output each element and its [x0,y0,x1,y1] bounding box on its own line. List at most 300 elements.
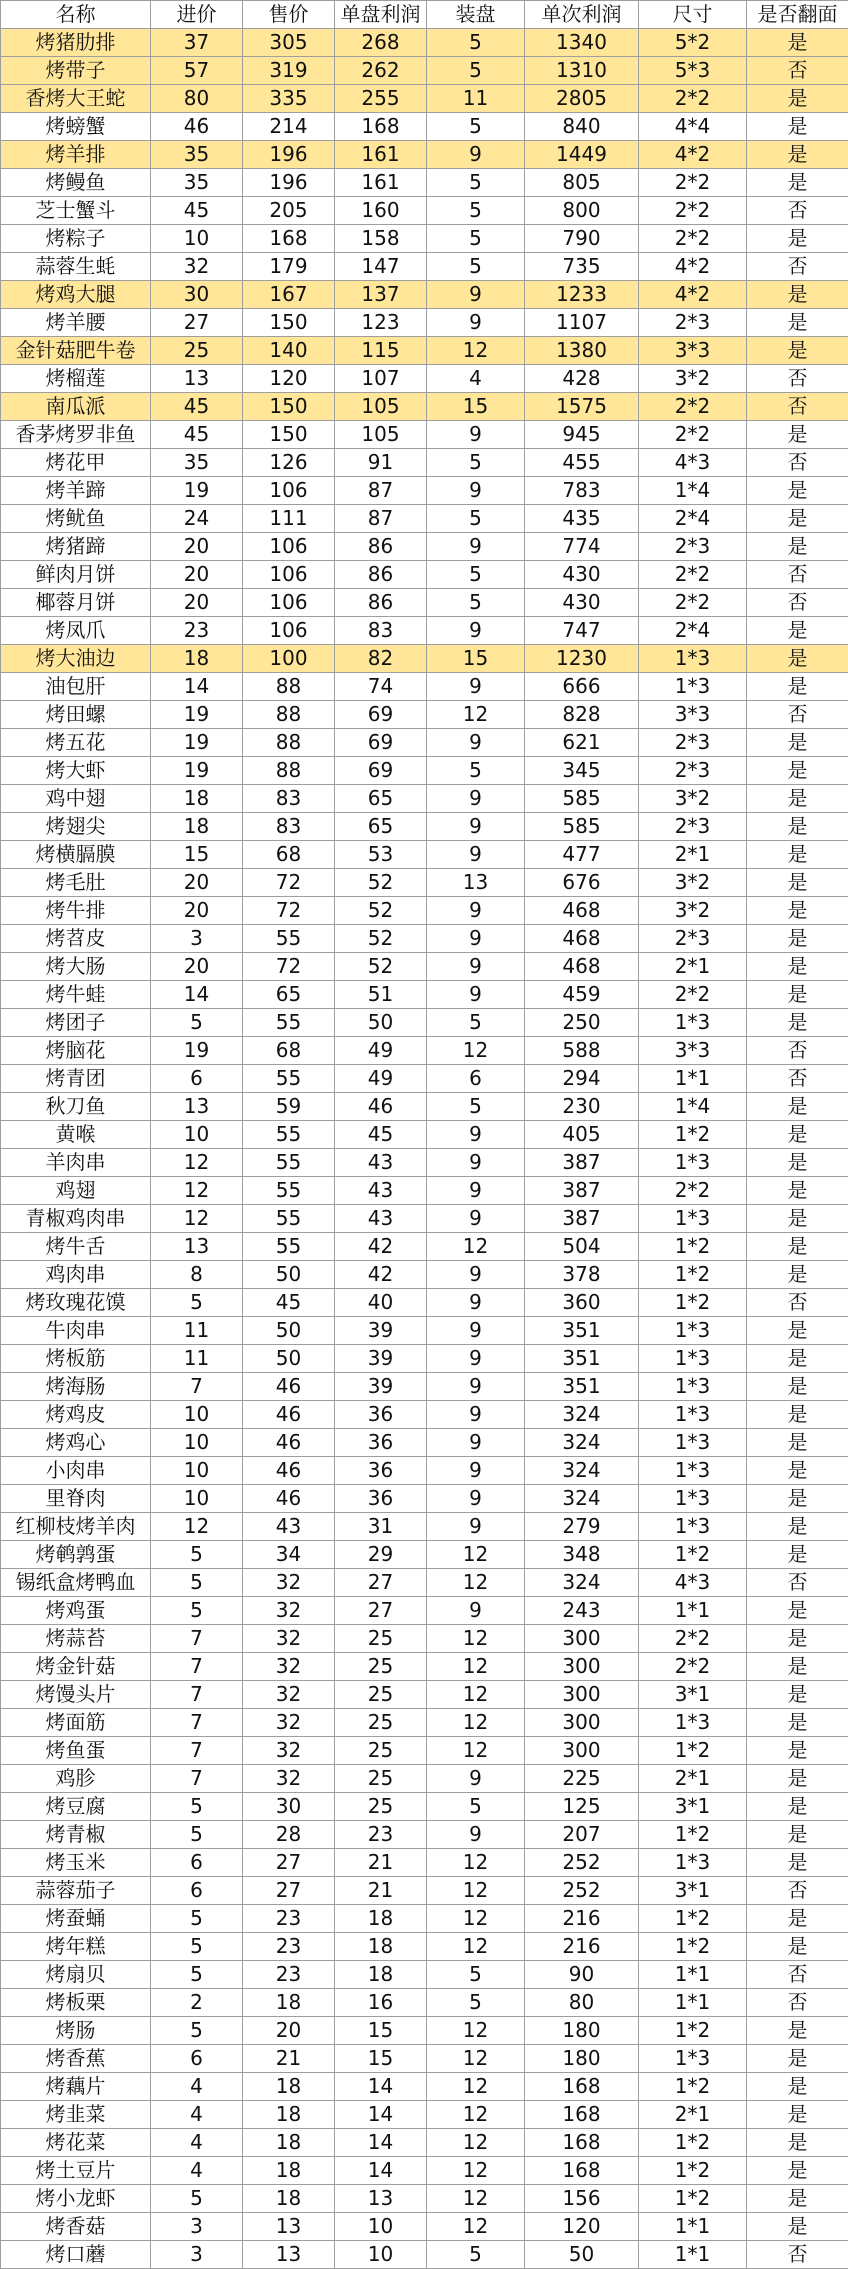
table-row [1,2185,848,2213]
table-row [1,1065,848,1093]
cell-name: 烤凤爪 [1,617,151,645]
cell-cost: 19 [151,729,243,757]
cell-price: 32 [243,1765,335,1793]
cell-size: 2*2 [639,981,747,1009]
table-row [1,1261,848,1289]
cell-price: 27 [243,1849,335,1877]
cell-profit-per-plate: 23 [335,1821,427,1849]
cell-size: 2*2 [639,1625,747,1653]
cell-profit-per-batch: 430 [525,561,639,589]
cell-plate-count: 9 [427,1205,525,1233]
cell-cost: 6 [151,1065,243,1093]
cell-size: 3*2 [639,897,747,925]
cell-size: 1*3 [639,1513,747,1541]
cell-price: 106 [243,477,335,505]
cell-plate-count: 12 [427,1709,525,1737]
cell-plate-count: 12 [427,1625,525,1653]
cell-profit-per-plate: 25 [335,1709,427,1737]
cell-name: 烤蒜苔 [1,1625,151,1653]
cell-price: 13 [243,2213,335,2241]
cell-name: 锡纸盒烤鸭血 [1,1569,151,1597]
cell-flip: 是 [747,673,848,701]
cell-name: 烤猪肋排 [1,29,151,57]
cell-cost: 13 [151,1233,243,1261]
cell-profit-per-plate: 27 [335,1569,427,1597]
cell-size: 1*3 [639,1457,747,1485]
cell-price: 319 [243,57,335,85]
cell-price: 167 [243,281,335,309]
cell-profit-per-batch: 351 [525,1345,639,1373]
cell-cost: 6 [151,1849,243,1877]
cell-flip: 是 [747,1121,848,1149]
cell-flip: 是 [747,169,848,197]
cell-name: 鸡肉串 [1,1261,151,1289]
table-row [1,141,848,169]
cell-profit-per-plate: 36 [335,1485,427,1513]
cell-cost: 20 [151,533,243,561]
cell-name: 秋刀鱼 [1,1093,151,1121]
table-row [1,2241,848,2269]
cell-profit-per-batch: 279 [525,1513,639,1541]
cell-name: 黄喉 [1,1121,151,1149]
cell-size: 1*3 [639,1429,747,1457]
cell-cost: 5 [151,1821,243,1849]
cell-plate-count: 9 [427,953,525,981]
cell-cost: 18 [151,785,243,813]
cell-price: 50 [243,1345,335,1373]
cell-size: 2*4 [639,505,747,533]
cell-cost: 7 [151,1625,243,1653]
cell-plate-count: 9 [427,281,525,309]
cell-profit-per-batch: 504 [525,1233,639,1261]
cell-plate-count: 5 [427,505,525,533]
cell-price: 55 [243,1233,335,1261]
cell-flip: 是 [747,981,848,1009]
cell-plate-count: 12 [427,1653,525,1681]
cell-size: 2*3 [639,813,747,841]
table-row [1,1037,848,1065]
cell-size: 1*3 [639,1485,747,1513]
table-row [1,2101,848,2129]
cell-profit-per-plate: 115 [335,337,427,365]
cell-price: 32 [243,1737,335,1765]
cell-profit-per-batch: 351 [525,1317,639,1345]
cell-profit-per-plate: 91 [335,449,427,477]
cell-name: 烤脑花 [1,1037,151,1065]
cell-size: 3*3 [639,701,747,729]
cell-plate-count: 9 [427,1317,525,1345]
table-row [1,1177,848,1205]
cell-profit-per-batch: 1575 [525,393,639,421]
cell-price: 55 [243,1121,335,1149]
cell-profit-per-batch: 90 [525,1961,639,1989]
cell-plate-count: 9 [427,1373,525,1401]
cell-size: 2*2 [639,1653,747,1681]
cell-flip: 否 [747,561,848,589]
cell-name: 烤毛肚 [1,869,151,897]
cell-flip: 是 [747,309,848,337]
cell-flip: 是 [747,1177,848,1205]
cell-size: 2*2 [639,1177,747,1205]
cell-cost: 10 [151,1401,243,1429]
cell-plate-count: 12 [427,2017,525,2045]
cell-name: 烤年糕 [1,1933,151,1961]
header-cost: 进价 [151,1,243,29]
cell-name: 烤牛排 [1,897,151,925]
cell-size: 3*2 [639,365,747,393]
cell-size: 2*1 [639,841,747,869]
cell-profit-per-batch: 168 [525,2157,639,2185]
cell-plate-count: 9 [427,785,525,813]
cell-profit-per-plate: 69 [335,701,427,729]
cell-flip: 是 [747,1149,848,1177]
cell-profit-per-plate: 52 [335,897,427,925]
cell-profit-per-plate: 161 [335,141,427,169]
cell-profit-per-plate: 52 [335,925,427,953]
cell-price: 305 [243,29,335,57]
cell-size: 5*2 [639,29,747,57]
table-row [1,1457,848,1485]
cell-name: 烤羊蹄 [1,477,151,505]
cell-name: 烤牛蛙 [1,981,151,1009]
cell-name: 南瓜派 [1,393,151,421]
table-row [1,1009,848,1037]
table-row [1,1513,848,1541]
cell-name: 红柳枝烤羊肉 [1,1513,151,1541]
cell-cost: 19 [151,1037,243,1065]
cell-flip: 是 [747,1401,848,1429]
cell-size: 1*1 [639,2241,747,2269]
table-row [1,1597,848,1625]
cell-profit-per-plate: 18 [335,1961,427,1989]
table-row [1,225,848,253]
cell-cost: 19 [151,701,243,729]
cell-name: 烤羊排 [1,141,151,169]
cell-profit-per-batch: 430 [525,589,639,617]
cell-price: 126 [243,449,335,477]
cell-size: 1*2 [639,1121,747,1149]
cell-cost: 20 [151,869,243,897]
cell-flip: 是 [747,757,848,785]
cell-name: 烤鹌鹑蛋 [1,1541,151,1569]
cell-plate-count: 5 [427,2241,525,2269]
cell-flip: 是 [747,505,848,533]
cell-flip: 否 [747,1989,848,2017]
cell-profit-per-batch: 345 [525,757,639,785]
cell-cost: 7 [151,1765,243,1793]
cell-plate-count: 9 [427,841,525,869]
cell-name: 烤鱿鱼 [1,505,151,533]
cell-cost: 5 [151,1793,243,1821]
cell-flip: 是 [747,1345,848,1373]
cell-price: 18 [243,2129,335,2157]
cell-plate-count: 5 [427,1989,525,2017]
cell-size: 2*2 [639,225,747,253]
cell-size: 2*1 [639,1765,747,1793]
table-row [1,57,848,85]
cell-price: 88 [243,701,335,729]
cell-flip: 否 [747,393,848,421]
cell-flip: 是 [747,1373,848,1401]
cell-profit-per-batch: 207 [525,1821,639,1849]
cell-size: 1*2 [639,2073,747,2101]
cell-profit-per-batch: 585 [525,813,639,841]
table-row [1,1821,848,1849]
cell-name: 牛肉串 [1,1317,151,1345]
cell-name: 烤团子 [1,1009,151,1037]
cell-price: 34 [243,1541,335,1569]
cell-cost: 5 [151,1289,243,1317]
table-row [1,1429,848,1457]
cell-flip: 是 [747,1597,848,1625]
cell-profit-per-plate: 74 [335,673,427,701]
cell-profit-per-plate: 43 [335,1205,427,1233]
cell-price: 83 [243,813,335,841]
cell-name: 烤鳗鱼 [1,169,151,197]
cell-profit-per-batch: 468 [525,897,639,925]
cell-profit-per-batch: 1340 [525,29,639,57]
header-plate-count: 装盘 [427,1,525,29]
cell-profit-per-plate: 50 [335,1009,427,1037]
cell-plate-count: 9 [427,813,525,841]
cell-plate-count: 5 [427,1009,525,1037]
cell-flip: 否 [747,589,848,617]
table-row [1,953,848,981]
cell-profit-per-plate: 147 [335,253,427,281]
table-row [1,2213,848,2241]
cell-plate-count: 5 [427,29,525,57]
cell-plate-count: 9 [427,1597,525,1625]
cell-price: 32 [243,1709,335,1737]
cell-profit-per-plate: 107 [335,365,427,393]
cell-price: 45 [243,1289,335,1317]
cell-plate-count: 12 [427,2073,525,2101]
cell-profit-per-plate: 82 [335,645,427,673]
cell-price: 18 [243,2101,335,2129]
cell-name: 烤青椒 [1,1821,151,1849]
cell-name: 烤板筋 [1,1345,151,1373]
cell-flip: 否 [747,1037,848,1065]
table-row [1,85,848,113]
cell-profit-per-batch: 387 [525,1205,639,1233]
cell-price: 106 [243,533,335,561]
cell-profit-per-batch: 180 [525,2017,639,2045]
table-row [1,1709,848,1737]
cell-price: 18 [243,1989,335,2017]
table-row [1,533,848,561]
cell-plate-count: 12 [427,2129,525,2157]
cell-name: 烤玉米 [1,1849,151,1877]
cell-flip: 是 [747,1653,848,1681]
cell-profit-per-plate: 86 [335,589,427,617]
cell-profit-per-batch: 125 [525,1793,639,1821]
cell-profit-per-batch: 324 [525,1401,639,1429]
cell-cost: 10 [151,1121,243,1149]
cell-plate-count: 9 [427,1429,525,1457]
cell-price: 55 [243,1205,335,1233]
table-row [1,113,848,141]
cell-cost: 20 [151,561,243,589]
cell-price: 205 [243,197,335,225]
cell-name: 烤玫瑰花馍 [1,1289,151,1317]
cell-price: 68 [243,1037,335,1065]
table-row [1,449,848,477]
cell-price: 32 [243,1653,335,1681]
table-row [1,1485,848,1513]
table-row [1,1653,848,1681]
cell-plate-count: 12 [427,1233,525,1261]
cell-plate-count: 9 [427,729,525,757]
cell-profit-per-batch: 735 [525,253,639,281]
cell-cost: 4 [151,2157,243,2185]
cell-profit-per-batch: 945 [525,421,639,449]
cell-profit-per-plate: 160 [335,197,427,225]
cell-flip: 是 [747,1457,848,1485]
cell-cost: 5 [151,1569,243,1597]
cell-flip: 是 [747,141,848,169]
cell-name: 烤金针菇 [1,1653,151,1681]
cell-profit-per-plate: 105 [335,393,427,421]
cell-profit-per-batch: 225 [525,1765,639,1793]
cell-flip: 是 [747,953,848,981]
table-row [1,253,848,281]
cell-profit-per-plate: 39 [335,1373,427,1401]
cell-flip: 是 [747,1513,848,1541]
cell-size: 1*2 [639,1289,747,1317]
cell-price: 32 [243,1597,335,1625]
cell-profit-per-plate: 15 [335,2045,427,2073]
cell-profit-per-plate: 25 [335,1625,427,1653]
cell-flip: 否 [747,2241,848,2269]
cell-cost: 4 [151,2129,243,2157]
cell-size: 1*2 [639,2185,747,2213]
cell-size: 1*2 [639,1261,747,1289]
cell-plate-count: 12 [427,701,525,729]
cell-size: 1*2 [639,2017,747,2045]
cell-flip: 是 [747,2073,848,2101]
cell-name: 烤苕皮 [1,925,151,953]
cell-cost: 7 [151,1737,243,1765]
cell-cost: 6 [151,2045,243,2073]
cell-size: 1*1 [639,1989,747,2017]
cell-size: 2*4 [639,617,747,645]
cell-name: 椰蓉月饼 [1,589,151,617]
cell-name: 烤馒头片 [1,1681,151,1709]
cell-name: 鸡胗 [1,1765,151,1793]
cell-price: 120 [243,365,335,393]
cell-price: 150 [243,309,335,337]
cell-profit-per-batch: 216 [525,1933,639,1961]
cell-flip: 是 [747,2129,848,2157]
cell-name: 烤面筋 [1,1709,151,1737]
cell-profit-per-batch: 300 [525,1709,639,1737]
cell-profit-per-batch: 666 [525,673,639,701]
cell-cost: 18 [151,645,243,673]
cell-profit-per-plate: 25 [335,1765,427,1793]
cell-name: 烤鸡心 [1,1429,151,1457]
cell-cost: 19 [151,477,243,505]
table-row [1,1541,848,1569]
cell-cost: 45 [151,421,243,449]
cell-profit-per-batch: 324 [525,1429,639,1457]
cell-plate-count: 5 [427,1961,525,1989]
cell-name: 烤口蘑 [1,2241,151,2269]
cell-cost: 6 [151,1877,243,1905]
cell-price: 68 [243,841,335,869]
table-body [1,29,848,2269]
cell-price: 150 [243,393,335,421]
cell-profit-per-batch: 324 [525,1569,639,1597]
header-size: 尺寸 [639,1,747,29]
cell-profit-per-plate: 29 [335,1541,427,1569]
table-row [1,197,848,225]
cell-price: 46 [243,1373,335,1401]
cell-size: 1*2 [639,1933,747,1961]
cell-profit-per-plate: 49 [335,1037,427,1065]
cell-price: 196 [243,141,335,169]
cell-profit-per-plate: 49 [335,1065,427,1093]
table-row [1,29,848,57]
cell-name: 烤土豆片 [1,2157,151,2185]
cell-profit-per-batch: 120 [525,2213,639,2241]
table-row [1,309,848,337]
cell-price: 23 [243,1961,335,1989]
cell-price: 43 [243,1513,335,1541]
cell-flip: 是 [747,645,848,673]
cell-cost: 45 [151,393,243,421]
cell-size: 4*3 [639,449,747,477]
cell-plate-count: 9 [427,1345,525,1373]
cell-price: 46 [243,1429,335,1457]
cell-size: 1*3 [639,1709,747,1737]
cell-cost: 3 [151,925,243,953]
cell-profit-per-batch: 455 [525,449,639,477]
cell-profit-per-batch: 243 [525,1597,639,1625]
cell-profit-per-batch: 1380 [525,337,639,365]
cell-profit-per-plate: 87 [335,505,427,533]
cell-plate-count: 9 [427,925,525,953]
table-row [1,1681,848,1709]
cell-size: 2*2 [639,589,747,617]
cell-size: 2*3 [639,309,747,337]
cell-plate-count: 12 [427,1905,525,1933]
cell-profit-per-plate: 46 [335,1093,427,1121]
cell-cost: 10 [151,1429,243,1457]
cell-size: 4*2 [639,141,747,169]
cell-name: 油包肝 [1,673,151,701]
cell-plate-count: 9 [427,1177,525,1205]
cell-profit-per-batch: 774 [525,533,639,561]
cell-cost: 14 [151,673,243,701]
cell-flip: 是 [747,1205,848,1233]
cell-cost: 46 [151,113,243,141]
cell-flip: 是 [747,2157,848,2185]
cell-name: 烤带子 [1,57,151,85]
cell-profit-per-plate: 86 [335,533,427,561]
table-row [1,505,848,533]
cell-cost: 7 [151,1373,243,1401]
cell-profit-per-batch: 294 [525,1065,639,1093]
cell-flip: 是 [747,1233,848,1261]
header-flip: 是否翻面 [747,1,848,29]
cell-profit-per-batch: 387 [525,1149,639,1177]
table-row [1,701,848,729]
cell-cost: 12 [151,1205,243,1233]
cell-profit-per-plate: 39 [335,1317,427,1345]
cell-cost: 15 [151,841,243,869]
cell-price: 196 [243,169,335,197]
cell-plate-count: 9 [427,533,525,561]
